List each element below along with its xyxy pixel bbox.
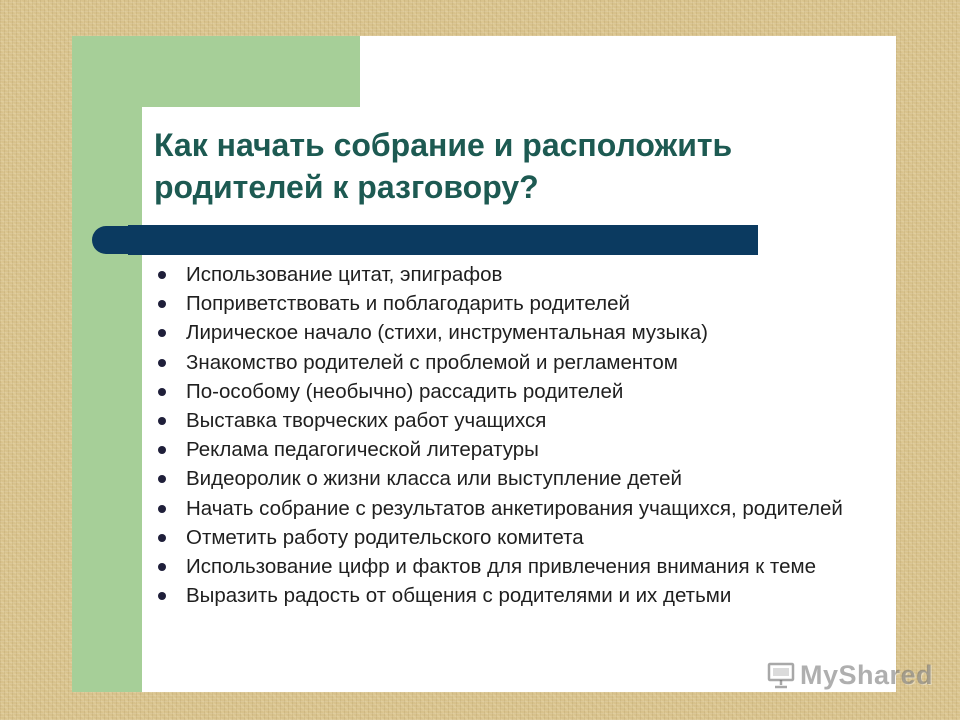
list-item-text: Знакомство родителей с проблемой и регламентом — [186, 350, 678, 374]
slide — [72, 36, 896, 692]
bullet-icon — [158, 592, 166, 600]
list-item-text: Выставка творческих работ учащихся — [186, 408, 547, 432]
bullet-icon — [158, 329, 166, 337]
list-item — [154, 321, 874, 344]
bullet-icon — [158, 417, 166, 425]
list-item — [154, 351, 874, 374]
presentation-screen-icon — [766, 660, 796, 690]
bullet-icon — [158, 359, 166, 367]
list-item-text: Использование цифр и фактов для привлечения внимания к теме — [186, 554, 816, 578]
list-item — [154, 467, 874, 490]
watermark — [766, 657, 933, 693]
list-item-text: Поприветствовать и поблагодарить родителей — [186, 292, 630, 316]
bullet-icon — [158, 446, 166, 454]
list-item-text: Лирическое начало (стихи, инструментальная музыка) — [186, 321, 708, 345]
title-underline-cap — [92, 226, 132, 254]
watermark-text: MyShared — [800, 659, 934, 690]
title-line: родителей к разговору? — [154, 169, 539, 205]
list-item — [154, 409, 874, 432]
bullet-icon — [158, 505, 166, 513]
list-item — [154, 497, 874, 520]
list-item — [154, 380, 874, 403]
bullet-icon — [158, 563, 166, 571]
list-item — [154, 584, 874, 607]
list-item-text: Выразить радость от общения с родителями и их детьми — [186, 584, 732, 608]
list-item — [154, 438, 874, 461]
list-item — [154, 526, 874, 549]
list-item-text: Видеоролик о жизни класса или выступление детей — [186, 467, 682, 491]
bullet-list — [154, 263, 874, 613]
bullet-icon — [158, 388, 166, 396]
list-item-text: Начать собрание с результатов анкетирования учащихся, родителей — [186, 496, 843, 520]
title-line: Как начать собрание и расположить — [154, 127, 733, 163]
title-underline-bar — [128, 225, 758, 255]
list-item — [154, 555, 874, 578]
bullet-icon — [158, 475, 166, 483]
bullet-icon — [158, 271, 166, 279]
list-item-text: По-особому (необычно) рассадить родителей — [186, 379, 624, 403]
list-item-text: Отметить работу родительского комитета — [186, 525, 584, 549]
list-item-text: Использование цитат, эпиграфов — [186, 263, 503, 286]
list-item — [154, 263, 874, 286]
bullet-icon — [158, 534, 166, 542]
list-item — [154, 292, 874, 315]
list-item-text: Реклама педагогической литературы — [186, 438, 539, 462]
slide-title — [154, 124, 874, 208]
bullet-icon — [158, 300, 166, 308]
